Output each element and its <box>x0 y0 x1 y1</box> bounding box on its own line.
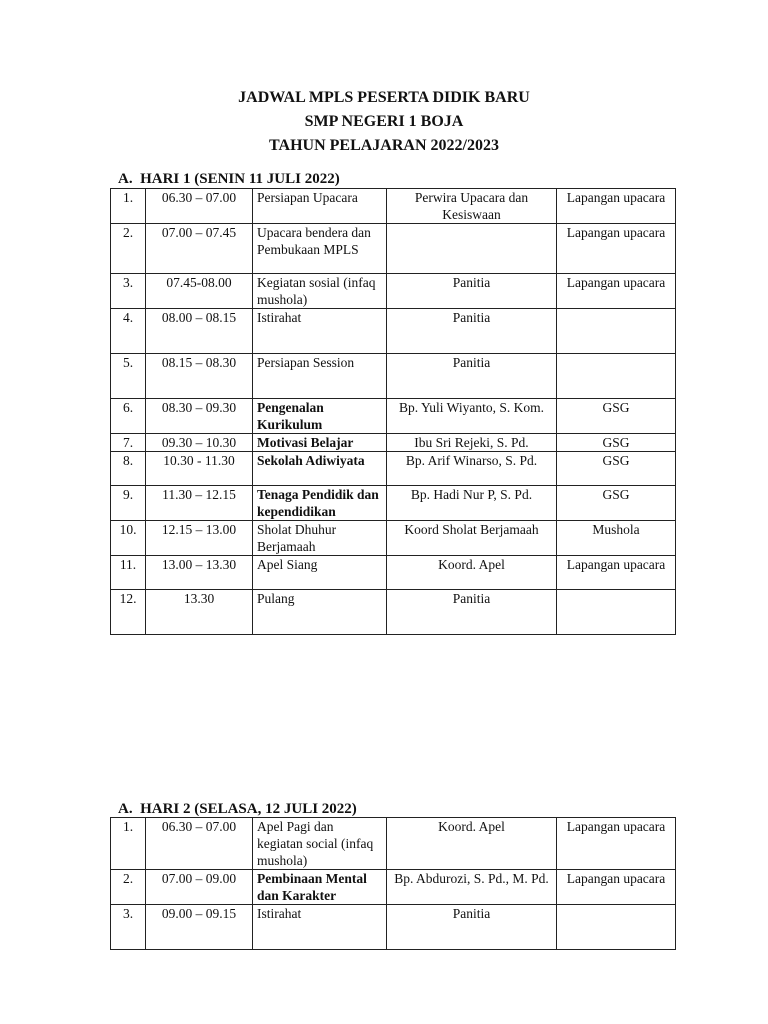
row-location: Lapangan upacara <box>557 556 676 590</box>
row-number: 12. <box>111 590 146 635</box>
row-activity: Apel Pagi dan kegiatan social (infaq mushola) <box>253 818 387 870</box>
row-person-in-charge: Bp. Arif Winarso, S. Pd. <box>387 452 557 486</box>
table-row <box>111 224 676 274</box>
row-time: 06.30 – 07.00 <box>146 818 253 870</box>
row-person-in-charge: Panitia <box>387 354 557 399</box>
row-activity: Kegiatan sosial (infaq mushola) <box>253 274 387 309</box>
row-number: 8. <box>111 452 146 486</box>
row-location <box>557 905 676 950</box>
day1-schedule-table <box>110 188 676 635</box>
table-row <box>111 521 676 556</box>
row-time: 07.00 – 09.00 <box>146 870 253 905</box>
row-time: 09.30 – 10.30 <box>146 434 253 452</box>
row-number: 6. <box>111 399 146 434</box>
title-line-1: JADWAL MPLS PESERTA DIDIK BARU <box>238 89 530 106</box>
row-time: 07.45-08.00 <box>146 274 253 309</box>
row-number: 9. <box>111 486 146 521</box>
row-person-in-charge: Koord. Apel <box>387 818 557 870</box>
row-person-in-charge: Koord Sholat Berjamaah <box>387 521 557 556</box>
row-number: 11. <box>111 556 146 590</box>
row-location: Lapangan upacara <box>557 870 676 905</box>
row-person-in-charge: Panitia <box>387 590 557 635</box>
row-person-in-charge: Bp. Yuli Wiyanto, S. Kom. <box>387 399 557 434</box>
row-activity: Istirahat <box>253 309 387 354</box>
row-time: 08.15 – 08.30 <box>146 354 253 399</box>
day2-heading: A. HARI 2 (SELASA, 12 JULI 2022) <box>118 801 357 817</box>
row-activity: Persiapan Upacara <box>253 189 387 224</box>
table-row <box>111 354 676 399</box>
row-location: Lapangan upacara <box>557 274 676 309</box>
row-person-in-charge: Bp. Hadi Nur P, S. Pd. <box>387 486 557 521</box>
row-number: 5. <box>111 354 146 399</box>
row-number: 7. <box>111 434 146 452</box>
row-location: Lapangan upacara <box>557 189 676 224</box>
table-row <box>111 556 676 590</box>
row-time: 07.00 – 07.45 <box>146 224 253 274</box>
table-row <box>111 905 676 950</box>
row-location: Lapangan upacara <box>557 818 676 870</box>
row-person-in-charge: Perwira Upacara dan Kesiswaan <box>387 189 557 224</box>
row-number: 1. <box>111 818 146 870</box>
row-person-in-charge: Panitia <box>387 905 557 950</box>
title-line-3: TAHUN PELAJARAN 2022/2023 <box>269 137 499 154</box>
row-location: Mushola <box>557 521 676 556</box>
row-person-in-charge: Ibu Sri Rejeki, S. Pd. <box>387 434 557 452</box>
row-person-in-charge: Koord. Apel <box>387 556 557 590</box>
row-number: 3. <box>111 274 146 309</box>
row-activity: Motivasi Belajar <box>253 434 387 452</box>
row-time: 08.30 – 09.30 <box>146 399 253 434</box>
table-row <box>111 189 676 224</box>
row-location <box>557 309 676 354</box>
row-time: 09.00 – 09.15 <box>146 905 253 950</box>
row-person-in-charge: Bp. Abdurozi, S. Pd., M. Pd. <box>387 870 557 905</box>
day1-heading: A. HARI 1 (SENIN 11 JULI 2022) <box>118 171 340 187</box>
day2-schedule-table <box>110 817 676 950</box>
table-row <box>111 309 676 354</box>
row-location: GSG <box>557 452 676 486</box>
row-location: GSG <box>557 434 676 452</box>
row-location: GSG <box>557 486 676 521</box>
row-person-in-charge <box>387 224 557 274</box>
row-location: GSG <box>557 399 676 434</box>
row-number: 1. <box>111 189 146 224</box>
table-row <box>111 274 676 309</box>
row-time: 06.30 – 07.00 <box>146 189 253 224</box>
row-activity: Pengenalan Kurikulum <box>253 399 387 434</box>
table-row <box>111 870 676 905</box>
row-location: Lapangan upacara <box>557 224 676 274</box>
row-time: 08.00 – 08.15 <box>146 309 253 354</box>
table-row <box>111 590 676 635</box>
row-person-in-charge: Panitia <box>387 274 557 309</box>
row-activity: Sekolah Adiwiyata <box>253 452 387 486</box>
row-activity: Upacara bendera dan Pembukaan MPLS <box>253 224 387 274</box>
row-location <box>557 590 676 635</box>
row-time: 13.30 <box>146 590 253 635</box>
row-activity: Tenaga Pendidik dan kependidikan <box>253 486 387 521</box>
row-activity: Pulang <box>253 590 387 635</box>
table-row <box>111 486 676 521</box>
row-time: 10.30 - 11.30 <box>146 452 253 486</box>
row-number: 2. <box>111 224 146 274</box>
row-time: 12.15 – 13.00 <box>146 521 253 556</box>
table-row <box>111 452 676 486</box>
row-time: 13.00 – 13.30 <box>146 556 253 590</box>
row-number: 3. <box>111 905 146 950</box>
row-location <box>557 354 676 399</box>
table-row <box>111 818 676 870</box>
row-activity: Sholat Dhuhur Berjamaah <box>253 521 387 556</box>
row-number: 4. <box>111 309 146 354</box>
title-line-2: SMP NEGERI 1 BOJA <box>304 113 464 130</box>
row-activity: Istirahat <box>253 905 387 950</box>
document-title <box>0 86 768 158</box>
row-activity: Apel Siang <box>253 556 387 590</box>
row-time: 11.30 – 12.15 <box>146 486 253 521</box>
row-activity: Pembinaan Mental dan Karakter <box>253 870 387 905</box>
row-activity: Persiapan Session <box>253 354 387 399</box>
row-person-in-charge: Panitia <box>387 309 557 354</box>
table-row <box>111 434 676 452</box>
row-number: 2. <box>111 870 146 905</box>
row-number: 10. <box>111 521 146 556</box>
table-row <box>111 399 676 434</box>
